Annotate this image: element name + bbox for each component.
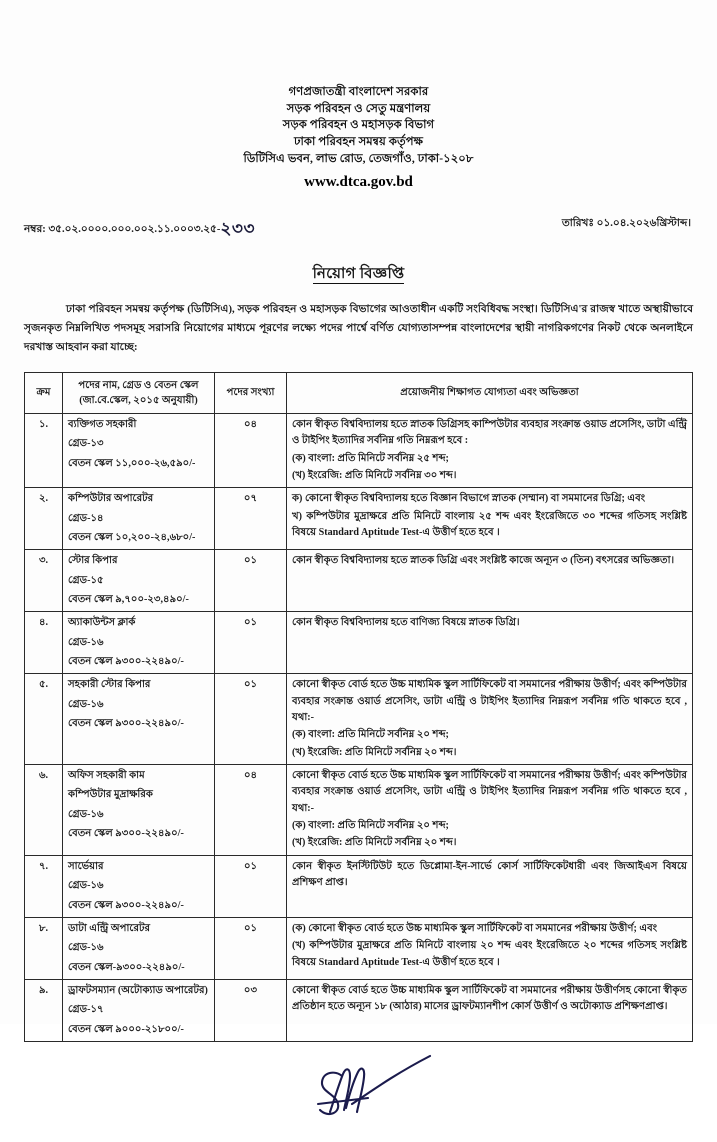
cell-qualification xyxy=(287,917,693,979)
qualification-line: (ক) বাংলা: প্রতি মিনিটে সর্বনিম্ন ২৫ শব্দ; xyxy=(292,452,449,464)
header-post-line2: (জা.বে.স্কেল, ২০১৫ অনুযায়ী) xyxy=(79,394,198,406)
table-row xyxy=(25,855,693,917)
cell-qualification xyxy=(287,488,693,550)
qualification-line: কোনো স্বীকৃত বোর্ড হতে উচ্চ মাধ্যমিক স্কুল সার্টিফিকেট বা সমমানের পরীক্ষায় উত্তীর্ণ; এবং কম্পিউটার ব্যবহার সংক্রান্ত ওয়ার্ড প্রসেসিং, ডাটা এন্ট্রি ও টাইপিং ইত্যাদির নিম্নরূপ সর্বনিম্ন গতি থাকতে হবে , যথা:- xyxy=(292,679,687,724)
qualification-line: কোন স্বীকৃত বিশ্ববিদ্যালয় হতে স্নাতক ডিগ্রিসহ কাম্পিউটার ব্যবহার সংক্রান্ত ওয়াড প্রসেসিং, ডাটা এন্ট্রি ও টাইপিং ইত্যাদির সর্বনিম্ন গতি নিম্নরূপ হবে : xyxy=(292,418,688,447)
posts-table-wrapper xyxy=(24,372,693,1042)
cell-serial: ৯. xyxy=(25,979,63,1041)
post-post-name: ব্যক্তিগত সহকারী xyxy=(68,418,137,430)
qualification-line: কোনো স্বীকৃত বোর্ড হতে উচ্চ মাধ্যমিক স্কুল সার্টিফিকেট বা সমমানের পরীক্ষায় উত্তীর্ণ; এবং কম্পিউটার ব্যবহার সংক্রান্ত ওয়ার্ড প্রসেসিং, ডাটা এন্ট্রি ও টাইপিং ইত্যাদির নিম্নরূপ সর্বনিম্ন গতি থাকতে হবে , যথা:- xyxy=(292,770,687,814)
cell-post-name xyxy=(63,488,215,550)
post-scale: বেতন স্কেল ৯৩০০-২২৪৯০/- xyxy=(68,899,184,911)
cell-post-count: ০১ xyxy=(215,917,287,979)
cell-post-name xyxy=(63,674,215,765)
post-grade: গ্রেড-১৪ xyxy=(68,512,104,524)
cell-post-name xyxy=(63,765,215,856)
signature-icon xyxy=(290,1052,450,1130)
post-grade: গ্রেড-১৬ xyxy=(68,636,104,648)
cell-serial: ৫. xyxy=(25,674,63,765)
page-title xyxy=(0,262,717,287)
cell-qualification xyxy=(287,855,693,917)
post-scale: বেতন স্কেল ৯৩০০-২২৪৯০/- xyxy=(68,656,184,668)
post-post-name: অ্যাকাউন্টস ক্লার্ক xyxy=(68,617,136,629)
cell-post-name xyxy=(63,413,215,487)
cell-post-count: ০১ xyxy=(215,550,287,612)
post-grade: গ্রেড-১৫ xyxy=(68,574,104,586)
post-post-name: স্টোর কিপার xyxy=(68,555,118,567)
letterhead-website: www.dtca.gov.bd xyxy=(304,174,413,191)
qualification-line: (ক) বাংলা: প্রতি মিনিটে সর্বনিম্ন ২০ শব্দ; xyxy=(292,729,449,741)
letterhead xyxy=(0,0,717,194)
qualification-line: (ক) কোনো স্বীকৃত বোর্ড হতে উচ্চ মাধ্যমিক স্কুল সার্টিফিকেট বা সমমানের পরীক্ষায় উত্তীর্ণ; এবং xyxy=(292,922,658,934)
cell-post-name xyxy=(63,855,215,917)
cell-qualification xyxy=(287,612,693,674)
cell-post-count: ০৭ xyxy=(215,488,287,550)
posts-table-body xyxy=(25,413,693,1041)
post-scale: বেতন স্কেল ১১,০০০-২৬,৫৯০/- xyxy=(68,457,196,469)
letterhead-line-authority: ঢাকা পরিবহন সমন্বয় কর্তৃপক্ষ xyxy=(293,136,424,149)
header-serial: ক্রম xyxy=(25,372,63,413)
qualification-line: (ক) বাংলা: প্রতি মিনিটে সর্বনিম্ন ২০ শব্দ; xyxy=(292,820,449,832)
qualification-line: খ) কম্পিউটার মুদ্রাক্ষরে প্রতি মিনিটে বাংলায় ২৫ শব্দ এবং ইংরেজিতে ৩০ শব্দের গতিসহ সংশ্লিষ্ট বিষয়ে Standard Aptitude Test-এ উত্তীর্ণ হতে হবে । xyxy=(292,510,687,538)
post-grade: গ্রেড-১৬ xyxy=(68,808,104,820)
post-scale: বেতন স্কেল-৯৩০০-২২৪৯০/- xyxy=(68,961,185,973)
post-post-name: ডাটা এন্ট্রি অপারেটর xyxy=(68,922,151,934)
page-title-text: নিয়োগ বিজ্ঞপ্তি xyxy=(312,266,405,283)
table-header-row xyxy=(25,372,693,413)
post-post-name2: কম্পিউটার মুদ্রাক্ষরিক xyxy=(68,789,153,801)
table-row xyxy=(25,612,693,674)
post-grade: গ্রেড-১৩ xyxy=(68,438,104,450)
memo-date: তারিখঃ ০১.০৪.২০২৬খ্রিস্টাব্দ। xyxy=(561,218,691,230)
qualification-line: (খ) ইংরেজি: প্রতি মিনিটে সর্বনিম্ন ২০ শব্দ। xyxy=(292,837,457,849)
table-row xyxy=(25,488,693,550)
table-row xyxy=(25,674,693,765)
post-post-name: সার্ভেয়ার xyxy=(68,860,104,872)
cell-post-name xyxy=(63,917,215,979)
post-grade: গ্রেড-১৬ xyxy=(68,880,104,892)
cell-qualification xyxy=(287,979,693,1041)
cell-serial: ৪. xyxy=(25,612,63,674)
qualification-line: কোন স্বীকৃত ইনস্টিটিউট হতে ডিপ্লোমা-ইন-সার্ভে কোর্স সার্টিফিকেটধারী এবং জিআইএস বিষয়ে প্রশিক্ষণ প্রাপ্ত। xyxy=(292,860,687,889)
cell-qualification xyxy=(287,550,693,612)
letterhead-line-division: সড়ক পরিবহন ও মহাসড়ক বিভাগ xyxy=(282,119,435,132)
cell-post-name xyxy=(63,612,215,674)
post-post-name: ড্রাফটসম্যান (অটোক্যাড অপারেটর) xyxy=(68,984,208,996)
table-row xyxy=(25,979,693,1041)
cell-serial: ১. xyxy=(25,413,63,487)
letterhead-line-government: গণপ্রজাতন্ত্রী বাংলাদেশ সরকার xyxy=(288,86,429,98)
cell-qualification xyxy=(287,674,693,765)
post-scale: বেতন স্কেল ৯৩০০-২২৪৯০/- xyxy=(68,828,184,840)
memo-number-label: নম্বর: ৩৫.০২.০০০০.০০০.০০২.১১.০০০৩.২৫- xyxy=(24,224,221,236)
table-row xyxy=(25,413,693,487)
reference-row xyxy=(0,216,717,244)
header-qualification: প্রয়োজনীয় শিক্ষাগত যোগ্যতা এবং অভিজ্ঞতা xyxy=(287,372,693,413)
cell-post-count: ০৪ xyxy=(215,413,287,487)
posts-table xyxy=(24,372,693,1042)
qualification-line: কোন স্বীকৃত বিশ্ববিদ্যালয় হতে স্নাতক ডিগ্রি এবং সংশ্লিষ্ট কাজে অন্যূন ৩ (তিন) বৎসরের অভিজ্ঞতা। xyxy=(292,555,675,567)
cell-post-count: ০১ xyxy=(215,612,287,674)
cell-post-count: ০৩ xyxy=(215,979,287,1041)
post-post-name: অফিস সহকারী কাম xyxy=(68,770,145,782)
cell-serial: ৭. xyxy=(25,855,63,917)
post-grade: গ্রেড-১৬ xyxy=(68,942,104,954)
post-grade: গ্রেড-১৭ xyxy=(68,1004,104,1016)
post-scale: বেতন স্কেল ৯০০০-২১৮০০/- xyxy=(68,1023,184,1035)
qualification-line: (খ) ইংরেজি: প্রতি মিনিটে সর্বনিম্ন ২০ শব্দ। xyxy=(292,746,457,758)
cell-serial: ৮. xyxy=(25,917,63,979)
post-scale: বেতন স্কেল ৯,৭০০-২৩,৪৯০/- xyxy=(68,594,189,606)
cell-post-count: ০১ xyxy=(215,674,287,765)
qualification-line: (খ) ইংরেজি: প্রতি মিনিটে সর্বনিম্ন ৩০ শব্দ। xyxy=(292,469,457,481)
memo-number-handwritten: ২৩৩ xyxy=(220,219,256,240)
post-grade: গ্রেড-১৬ xyxy=(68,698,104,710)
header-post xyxy=(63,372,215,413)
cell-qualification xyxy=(287,413,693,487)
header-count: পদের সংখ্যা xyxy=(215,372,287,413)
header-post-line1: পদের নাম, গ্রেড ও বেতন স্কেল xyxy=(78,379,199,391)
table-row xyxy=(25,917,693,979)
cell-post-name xyxy=(63,550,215,612)
cell-serial: ২. xyxy=(25,488,63,550)
qualification-line: কোন স্বীকৃত বিশ্ববিদ্যালয় হতে বাণিজ্য বিষয়ে স্নাতক ডিগ্রি। xyxy=(292,617,520,629)
qualification-line: (খ) কম্পিউটার মুদ্রাক্ষরে প্রতি মিনিটে বাংলায় ২০ শব্দ এবং ইংরেজিতে ২০ শব্দের গতিসহ সংশ্লিষ্ট বিষয়ে Standard Aptitude Test-এ উত্তীর্ণ হতে হবে । xyxy=(292,940,687,968)
signature-area xyxy=(0,1046,717,1142)
table-row xyxy=(25,550,693,612)
letterhead-line-ministry: সড়ক পরিবহন ও সেতু মন্ত্রণালয় xyxy=(286,102,431,115)
intro-paragraph: ঢাকা পরিবহন সমন্বয় কর্তৃপক্ষ (ডিটিসিএ), সড়ক পরিবহন ও মহাসড়ক বিভাগের আওতাধীন একটি সংবিধিবদ্ধ সংস্থা। ডিটিসিএ'র রাজস্ব খাতে অস্থায়ীভাবে সৃজনকৃত নিম্নলিখিত পদসমূহ সরাসরি নিয়োগের মাধ্যমে পূরণের লক্ষ্যে পদের পার্শ্বে বর্ণিত যোগ্যতাসম্পন্ন বাংলাদেশের স্থায়ী নাগরিকগণের নিকট থেকে অনলাইনে দরখাস্ত আহবান করা যাচ্ছে: xyxy=(24,304,693,353)
post-post-name: সহকারী স্টোর কিপার xyxy=(68,679,151,691)
cell-post-name xyxy=(63,979,215,1041)
post-scale: বেতন স্কেল ৯৩০০-২২৪৯০/- xyxy=(68,718,184,730)
cell-serial: ৬. xyxy=(25,765,63,856)
table-row xyxy=(25,765,693,856)
memo-number xyxy=(24,216,255,244)
cell-qualification xyxy=(287,765,693,856)
cell-serial: ৩. xyxy=(25,550,63,612)
qualification-line: ক) কোনো স্বীকৃত বিশ্ববিদ্যালয় হতে বিজ্ঞান বিভাগে স্নাতক (সম্মান) বা সমমানের ডিগ্রি; এবং xyxy=(292,493,646,505)
letterhead-line-address: ডিটিসিএ ভবন, লাভ রোড, তেজগাঁও, ঢাকা-১২০৮ xyxy=(243,152,474,165)
post-scale: বেতন স্কেল ১০,২০০-২৪,৬৮০/- xyxy=(68,531,196,543)
post-post-name: কম্পিউটার অপারেটর xyxy=(68,493,154,505)
qualification-line: কোনো স্বীকৃত বোর্ড হতে উচ্চ মাধ্যমিক স্কুল সার্টিফিকেট বা সমমানের পরীক্ষায় উত্তীর্ণসহ কোনো স্বীকৃত প্রতিষ্ঠান হতে অন্যূন ১৮ (আঠার) মাসের ড্রাফটম্যানশীপ কোর্স উত্তীর্ণ ও অটোক্যাড প্রশিক্ষণপ্রাপ্ত। xyxy=(292,984,687,1013)
cell-post-count: ০১ xyxy=(215,855,287,917)
cell-post-count: ০৪ xyxy=(215,765,287,856)
